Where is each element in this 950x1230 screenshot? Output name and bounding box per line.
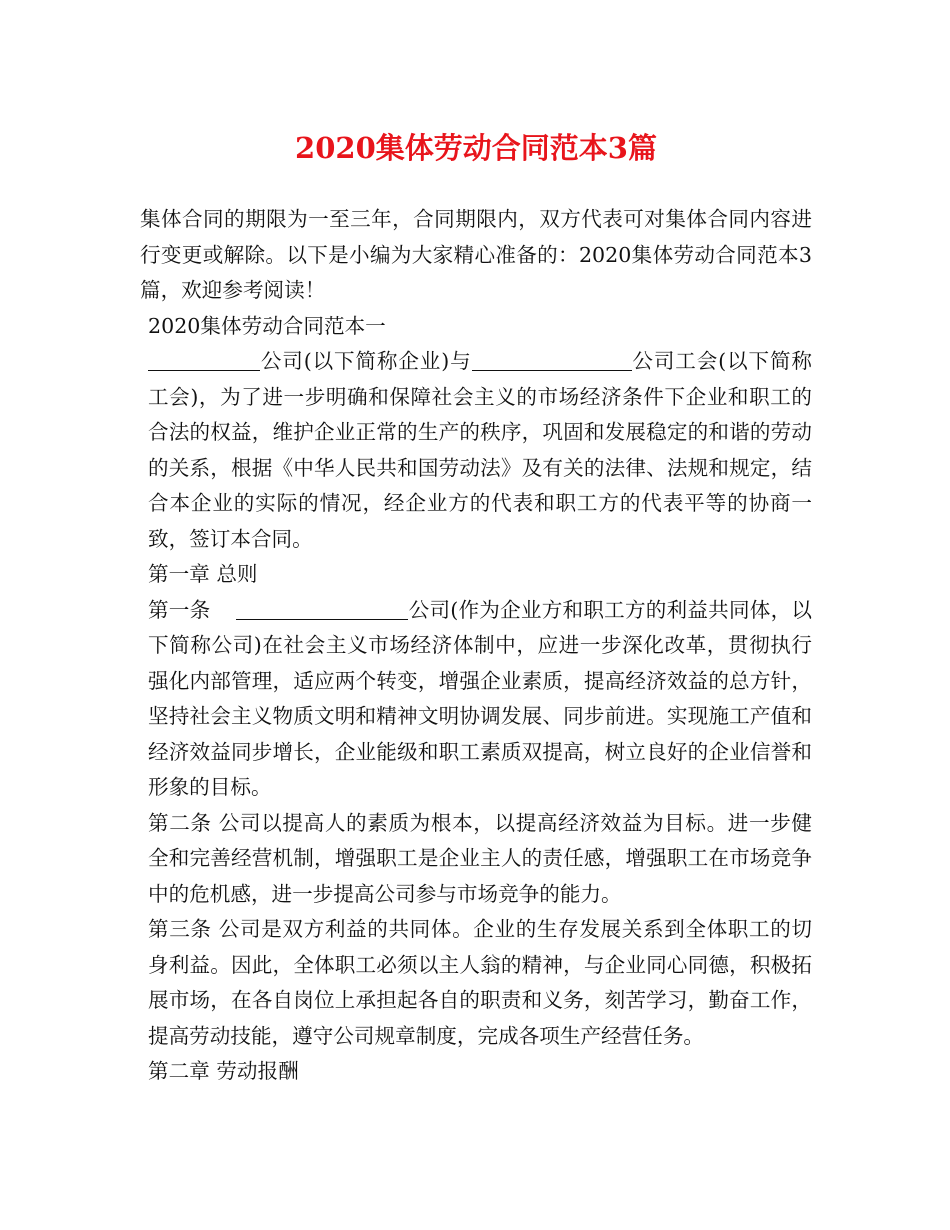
chapter-heading-2: 第二章 劳动报酬 xyxy=(148,1059,299,1083)
intro-paragraph: 集体合同的期限为一至三年，合同期限内，双方代表可对集体合同内容进行变更或解除。以下是小编为大家精心准备的：2020集体劳动合同范本3篇，欢迎参考阅读！ xyxy=(140,207,812,302)
union-company-name-blank xyxy=(472,350,632,371)
preamble-paragraph xyxy=(140,344,812,557)
article-2: 第二条 公司以提高人的素质为根本，以提高经济效益为目标。进一步健全和完善经营机制，增强职工是企业主人的责任感，增强职工在市场竞争中的危机感，进一步提高公司参与市场竞争的能力。 xyxy=(148,810,812,906)
company-name-blank xyxy=(148,350,260,371)
article-1-text: 公司(作为企业方和职工方的利益共同体，以下简称公司)在社会主义市场经济体制中，应进一步深化改革，贯彻执行强化内部管理，适应两个转变，增强企业素质，提高经济效益的总方针，坚持社会主义物质文明和精神文明协调发展、同步前进。实现施工产值和经济效益同步增长，企业能级和职工素质双提高，树立良好的企业信誉和形象的目标。 xyxy=(148,597,812,799)
article-1 xyxy=(140,593,812,806)
article-1-label: 第一条 xyxy=(148,597,211,622)
document-title: 2020集体劳动合同范本3篇 xyxy=(295,131,657,165)
chapter-heading-1: 第一章 总则 xyxy=(148,562,258,586)
document-body xyxy=(140,202,812,1090)
preamble-part2: 公司工会(以下简称工会)，为了进一步明确和保障社会主义的市场经济条件下企业和职工的合法的权益，维护企业正常的生产的秩序，巩固和发展稳定的和谐的劳动的关系，根据《中华人民共和国劳动法》及有关的法律、法规和规定，结合本企业的实际的情况，经企业方的代表和职工方的代表平等的协商一致，签订本合同。 xyxy=(148,349,812,551)
article-3: 第三条 公司是双方利益的共同体。企业的生存发展关系到全体职工的切身利益。因此，全体职工必须以主人翁的精神，与企业同心同德，积极拓展市场，在各自岗位上承担起各自的职责和义务，刻苦学习，勤奋工作，提高劳动技能，遵守公司规章制度，完成各项生产经营任务。 xyxy=(148,917,812,1048)
preamble-part1: 公司(以下简称企业)与 xyxy=(260,349,472,373)
section-heading: 2020集体劳动合同范本一 xyxy=(148,313,386,338)
article-1-company-blank xyxy=(236,599,408,620)
